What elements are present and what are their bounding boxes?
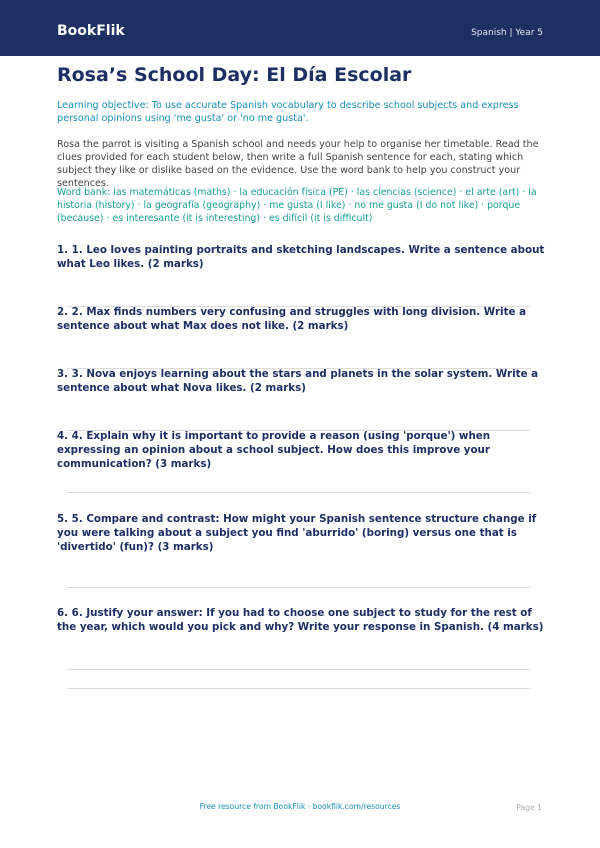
answer-line[interactable]: [67, 688, 531, 689]
question-1: 1. 1. Leo loves painting portraits and sketching landscapes. Write a sentence about what Leo likes. (2 marks): [57, 244, 545, 270]
question-3: 3. 3. Nova enjoys learning about the stars and planets in the solar system. Write a sentence about what Nova likes. (2 marks): [57, 368, 539, 394]
answer-line[interactable]: [67, 669, 531, 670]
footer-credit[interactable]: Free resource from BookFlik · bookflik.com/resources: [199, 802, 401, 811]
answer-line[interactable]: [67, 587, 531, 588]
answer-line[interactable]: [67, 492, 531, 493]
question-6: 6. 6. Justify your answer: If you had to choose one subject to study for the rest of the year, which would you pick and why? Write your response in Spanish. (4 marks): [57, 607, 544, 633]
instructions-paragraph: Rosa the parrot is visiting a Spanish school and needs your help to organise her timetable. Read the clues provided for each student below, then write a full Spanish sentence for each, stating which subject they like or dislike based on the evidence. Use the word bank to help you construct your sentences.: [57, 139, 539, 189]
question-4: 4. 4. Explain why it is important to provide a reason (using 'porque') when expressing an opinion about a school subject. How does this improve your communication? (3 marks): [57, 430, 491, 470]
word-bank: Word bank: las matemáticas (maths) · la educación física (PE) · las ciencias (science) · el arte (art) · la historia (history) · la geografía (geography) · me gusta (I like) · no me gusta (I do not like) · porque (because) · es interesante (it is interesting) · es difícil (it is difficult): [57, 187, 537, 224]
worksheet-title: Rosa’s School Day: El Día Escolar: [57, 64, 412, 86]
page-header: [0, 0, 600, 56]
question-2: 2. 2. Max finds numbers very confusing and struggles with long division. Write a sentence about what Max does not like. (2 marks): [57, 306, 527, 332]
subject-year-label: Spanish | Year 5: [471, 28, 543, 38]
page-number: Page 1: [516, 803, 542, 812]
question-5: 5. 5. Compare and contrast: How might your Spanish sentence structure change if you were talking about a subject you find 'aburrido' (boring) versus one that is 'divertido' (fun)? (3 marks): [57, 513, 537, 553]
brand-logo-text: BookFlik: [57, 23, 125, 39]
learning-objective: Learning objective: To use accurate Spanish vocabulary to describe school subjects and express personal opinions using 'me gusta' or 'no me gusta'.: [57, 100, 519, 124]
